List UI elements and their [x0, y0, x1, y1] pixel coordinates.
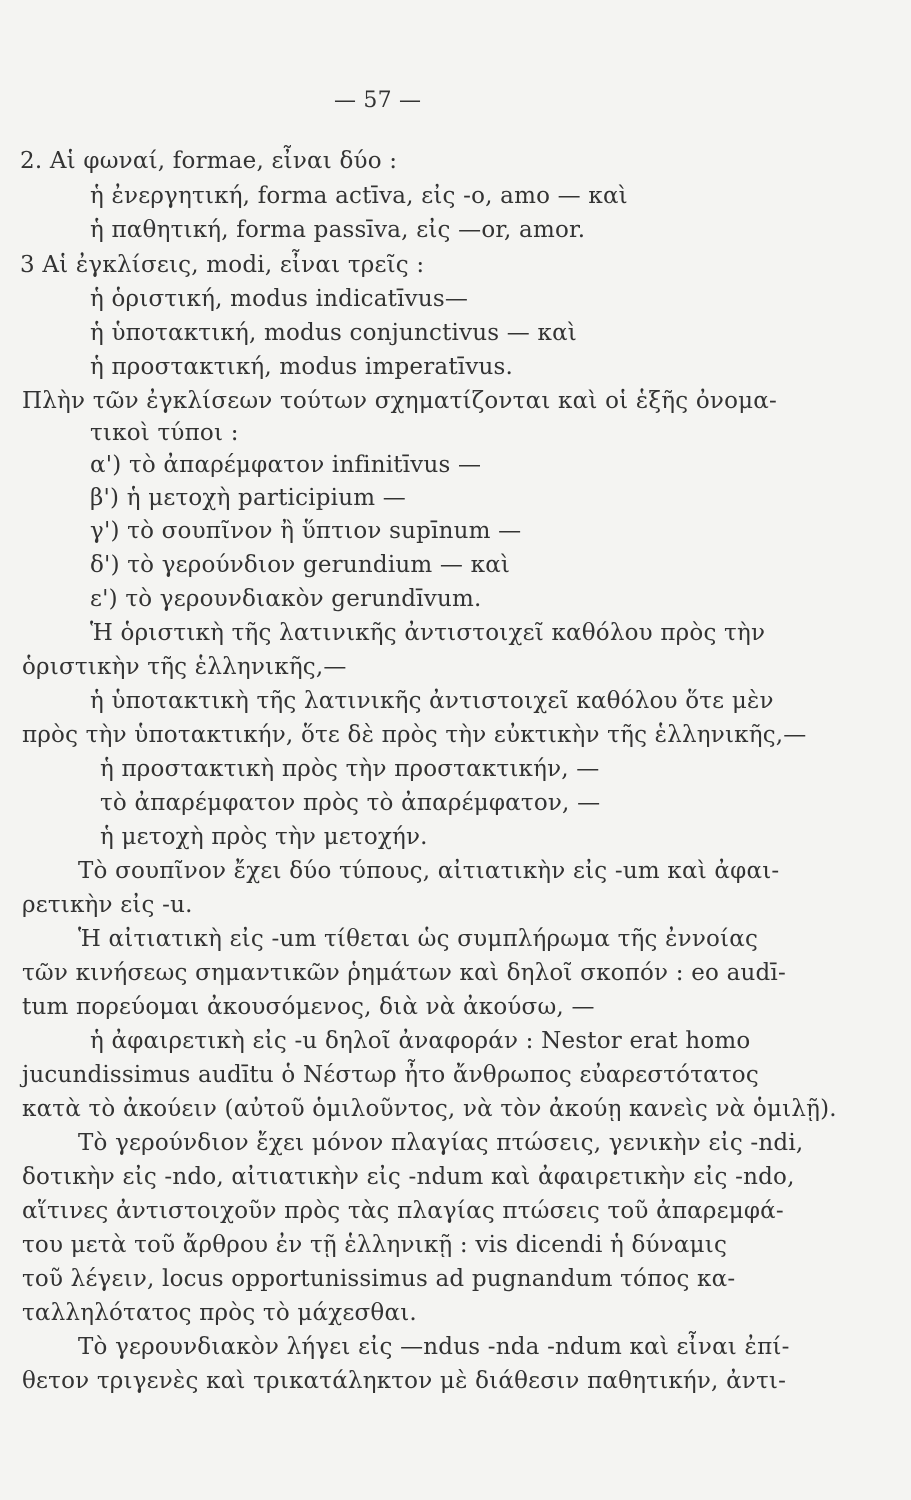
text-line: Ἡ αἰτιατικὴ εἰς -um τίθεται ὡς συμπλήρωμα τῆς ἐννοίας — [78, 926, 759, 952]
text-line: κατὰ τὸ ἀκούειν (αὐτοῦ ὁμιλοῦντος, νὰ τὸν ἀκούῃ κανεὶς νὰ ὁμιλῇ). — [22, 1096, 837, 1122]
text-line: ἡ ἀφαιρετικὴ εἰς -u δηλοῖ ἀναφοράν : Nestor erat homo — [90, 1028, 751, 1054]
text-line: αἵτινες ἀντιστοιχοῦν πρὸς τὰς πλαγίας πτώσεις τοῦ ἀπαρεμφά- — [22, 1198, 784, 1224]
text-line: Τὸ γερούνδιον ἔχει μόνον πλαγίας πτώσεις, γενικὴν εἰς -ndi, — [78, 1130, 804, 1156]
text-line: Πλὴν τῶν ἐγκλίσεων τούτων σχηματίζονται καὶ οἱ ἑξῆς ὀνομα- — [22, 388, 777, 414]
text-line: β') ἡ μετοχὴ participium — — [90, 485, 406, 511]
text-line: γ') τὸ σουπῖνον ἢ ὕπτιον supīnum — — [90, 518, 522, 544]
text-line: ρετικὴν εἰς -u. — [22, 892, 193, 918]
text-line: ἡ ἐνεργητική, forma actīva, εἰς -o, amo — καὶ — [90, 183, 628, 209]
text-line: jucundissimus audītu ὁ Νέστωρ ἦτο ἄνθρωπος εὐαρεστότατος — [22, 1062, 759, 1088]
text-line: ἡ μετοχὴ πρὸς τὴν μετοχήν. — [100, 824, 428, 850]
text-line: ἡ προστακτικὴ πρὸς τὴν προστακτικήν, — — [100, 756, 600, 782]
text-line: ἡ ὑποτακτικὴ τῆς λατινικῆς ἀντιστοιχεῖ καθόλου ὅτε μὲν — [90, 688, 774, 714]
text-line: τικοὶ τύποι : — [90, 420, 239, 446]
text-line: θετον τριγενὲς καὶ τρικατάληκτον μὲ διάθεσιν παθητικήν, ἀντι- — [22, 1368, 787, 1394]
text-line: tum πορεύομαι ἀκουσόμενος, διὰ νὰ ἀκούσω, — — [22, 994, 595, 1020]
text-line: ἡ παθητική, forma passīva, εἰς —or, amor. — [90, 217, 586, 243]
text-line: του μετὰ τοῦ ἄρθρου ἐν τῇ ἑλληνικῇ : vis dicendi ἡ δύναμις — [22, 1232, 728, 1258]
text-line: ἡ προστακτική, modus imperatīvus. — [90, 354, 514, 380]
text-line: α') τὸ ἀπαρέμφατον infinitīvus — — [90, 452, 482, 478]
text-line: ε') τὸ γερουνδιακὸν gerundīvum. — [90, 586, 482, 612]
text-line: Τὸ σουπῖνον ἔχει δύο τύπους, αἰτιατικὴν εἰς -um καὶ ἀφαι- — [78, 858, 780, 884]
text-line: τὸ ἀπαρέμφατον πρὸς τὸ ἀπαρέμφατον, — — [100, 790, 601, 816]
text-line: πρὸς τὴν ὑποτακτικήν, ὅτε δὲ πρὸς τὴν εὐκτικὴν τῆς ἑλληνικῆς,— — [22, 722, 807, 748]
text-line: δ') τὸ γερούνδιον gerundium — καὶ — [90, 552, 511, 578]
text-line: 3 Αἱ ἐγκλίσεις, modi, εἶναι τρεῖς : — [20, 252, 425, 278]
text-line: ἡ ὁριστική, modus indicatīvus— — [90, 286, 469, 312]
text-line: ἡ ὑποτακτική, modus conjunctivus — καὶ — [90, 320, 578, 346]
text-line: 2. Αἱ φωναί, formae, εἶναι δύο : — [20, 148, 398, 174]
text-line: Ἡ ὁριστικὴ τῆς λατινικῆς ἀντιστοιχεῖ καθόλου πρὸς τὴν — [90, 620, 766, 646]
text-line: δοτικὴν εἰς -ndo, αἰτιατικὴν εἰς -ndum καὶ ἀφαιρετικὴν εἰς -ndo, — [22, 1164, 795, 1190]
text-line: ὁριστικὴν τῆς ἑλληνικῆς,— — [22, 654, 347, 680]
text-line: ταλληλότατος πρὸς τὸ μάχεσθαι. — [22, 1300, 417, 1326]
text-line: Τὸ γερουνδιακὸν λήγει εἰς —ndus -nda -ndum καὶ εἶναι ἐπί- — [78, 1334, 790, 1360]
page-number: — 57 — — [334, 88, 422, 113]
text-line: τοῦ λέγειν, locus opportunissimus ad pugnandum τόπος κα- — [22, 1266, 736, 1292]
text-line: τῶν κινήσεως σημαντικῶν ῥημάτων καὶ δηλοῖ σκοπόν : eo audī- — [22, 960, 786, 986]
